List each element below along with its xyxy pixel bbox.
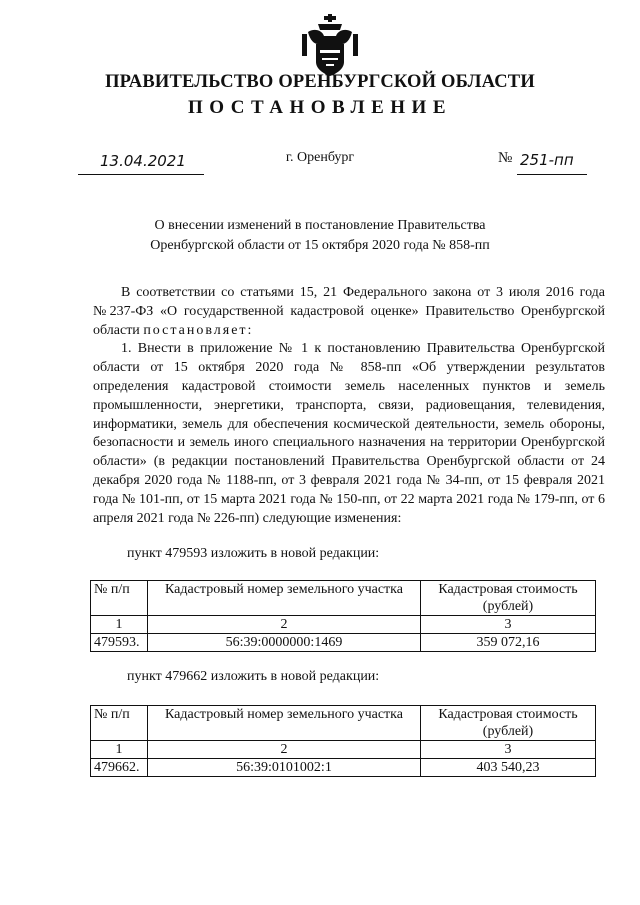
index-cell: 2 — [148, 616, 421, 634]
table-1 — [90, 580, 596, 652]
number-label: № — [498, 150, 513, 166]
document-body — [93, 284, 605, 528]
header-cell-cadastral-number: Кадастровый номер земельного участка — [148, 581, 421, 616]
row-cadastral-number: 56:39:0000000:1469 — [148, 634, 421, 652]
coat-of-arms-icon — [300, 14, 360, 76]
header-cell-cadastral-value: Кадастровая стоимость (рублей) — [421, 706, 596, 741]
table-index-row — [91, 616, 596, 634]
table-header-row — [91, 581, 596, 616]
document-subject — [0, 216, 640, 256]
preamble-text: В соответствии со статьями 15, 21 Федерального закона от 3 июля 2016 года №237-ФЗ «О государственной кадастровой оценке» Правительство Оренбургской области — [93, 285, 605, 338]
paragraph-item-1: 1. Внести в приложение № 1 к постановлению Правительства Оренбургской области от 15 октября 2020 года № 858-пп «Об утверждении результатов определения кадастровой стоимости земель населенных пунктов и земель промышленности, энергетики, транспорта, связи, радиовещания, телевидения, информатики, земель для обеспечения космической деятельности, земель обороны, безопасности и земель иного специального назначения на территории Оренбургской области» (в редакции постановлений Правительства Оренбургской области от 24 декабря 2020 года № 1188-пп, от 3 февраля 2021 года № 34-пп, от 15 февраля 2021 года № 101-пп, от 15 марта 2021 года № 150-пп, от 22 марта 2021 года № 179-пп, от 6 апреля 2021 года № 226-пп) следующие изменения: — [93, 341, 605, 526]
table-2-intro: пункт 479662 изложить в новой редакции: — [127, 669, 380, 684]
government-title: ПРАВИТЕЛЬСТВО ОРЕНБУРГСКОЙ ОБЛАСТИ — [105, 72, 535, 92]
header-cell-number: № п/п — [91, 706, 148, 741]
index-cell: 1 — [91, 616, 148, 634]
index-cell: 2 — [148, 741, 421, 759]
document-date: 13.04.2021 — [100, 152, 186, 170]
header-cell-cadastral-number: Кадастровый номер земельного участка — [148, 706, 421, 741]
table-header-row — [91, 706, 596, 741]
table-1-intro: пункт 479593 изложить в новой редакции: — [127, 546, 380, 561]
document-city: г. Оренбург — [285, 150, 355, 165]
row-number: 479662. — [91, 759, 148, 777]
table-row — [91, 634, 596, 652]
resolves-word: постановляет: — [143, 322, 254, 338]
row-cadastral-value: 359 072,16 — [421, 634, 596, 652]
document-number: 251-пп — [520, 151, 574, 169]
header-cell-number: № п/п — [91, 581, 148, 616]
document-type: ПОСТАНОВЛЕНИЕ — [187, 97, 453, 118]
paragraph-preamble — [93, 284, 605, 340]
header-cell-cadastral-value: Кадастровая стоимость (рублей) — [421, 581, 596, 616]
subject-line-1: О внесении изменений в постановление Правительства — [154, 218, 486, 233]
index-cell: 3 — [421, 741, 596, 759]
row-cadastral-value: 403 540,23 — [421, 759, 596, 777]
row-cadastral-number: 56:39:0101002:1 — [148, 759, 421, 777]
table-index-row — [91, 741, 596, 759]
row-number: 479593. — [91, 634, 148, 652]
table-2 — [90, 705, 596, 777]
index-cell: 1 — [91, 741, 148, 759]
table-row — [91, 759, 596, 777]
subject-line-2: Оренбургской области от 15 октября 2020 года № 858-пп — [150, 238, 490, 253]
index-cell: 3 — [421, 616, 596, 634]
